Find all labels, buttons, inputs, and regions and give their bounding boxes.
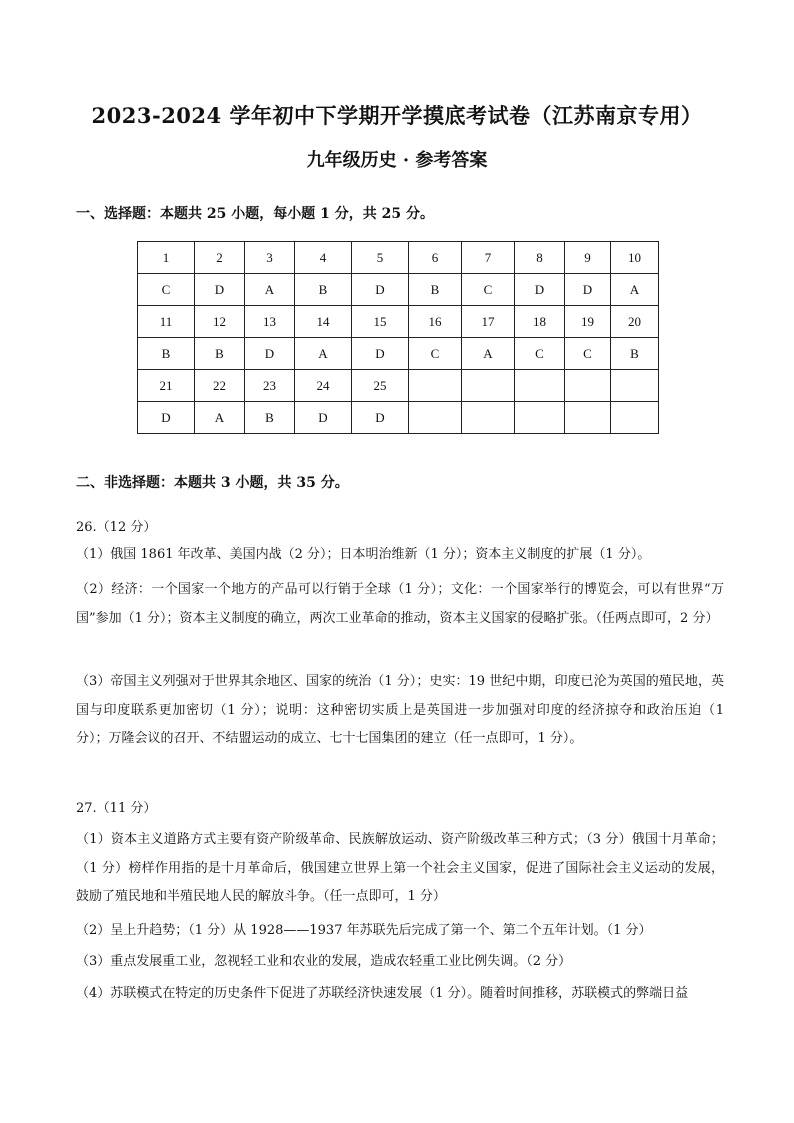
table-cell: 20 xyxy=(611,306,659,338)
question-26-part-2: （2）经济：一个国家一个地方的产品可以行销于全球（1 分）；文化：一个国家举行的博览会，可以有世界“万国”参加（1 分）；资本主义制度的确立，两次工业革命的推动，资本主义国家的侵略扩张。（任两点即可，2 分） xyxy=(76,582,724,626)
table-cell: D xyxy=(245,338,295,370)
table-cell xyxy=(565,402,611,434)
question-27-part-3: （3）重点发展重工业，忽视轻工业和农业的发展，造成农轻重工业比例失调。（2 分） xyxy=(76,954,572,969)
table-cell: 12 xyxy=(195,306,245,338)
table-cell: A xyxy=(195,402,245,434)
question-26-part-1: （1）俄国 1861 年改革、美国内战（2 分）；日本明治维新（1 分）；资本主义制度的扩展（1 分）。 xyxy=(76,547,651,562)
table-row xyxy=(138,370,659,402)
table-row xyxy=(138,306,659,338)
table-cell xyxy=(611,402,659,434)
table-cell: A xyxy=(295,338,352,370)
question-27-part-2: （2）呈上升趋势；（1 分）从 1928——1937 年苏联先后完成了第一个、第二个五年计划。（1 分） xyxy=(76,923,652,938)
table-cell: 15 xyxy=(352,306,409,338)
table-cell: B xyxy=(409,274,462,306)
table-cell: B xyxy=(195,338,245,370)
table-cell: 2 xyxy=(195,242,245,274)
question-27-part-4: （4）苏联模式在特定的历史条件下促进了苏联经济快速发展（1 分）。随着时间推移，苏联模式的弊端日益 xyxy=(76,986,689,1001)
table-cell: 19 xyxy=(565,306,611,338)
table-cell: 13 xyxy=(245,306,295,338)
page-subtitle: 九年级历史 · 参考答案 xyxy=(306,150,488,171)
question-26-part-3: （3）帝国主义列强对于世界其余地区、国家的统治（1 分）；史实：19 世纪中期，印度已沦为英国的殖民地，英国与印度联系更加密切（1 分）；说明：这种密切实质上是英国进一步加强对印度的经济掠夺和政治压迫（1 分）；万隆会议的召开、不结盟运动的成立、七十七国集团的建立（任一点即可，1 分）。 xyxy=(76,674,724,746)
table-cell: 14 xyxy=(295,306,352,338)
table-cell: 11 xyxy=(138,306,195,338)
question-27-label: 27.（11 分） xyxy=(76,801,157,816)
table-cell: B xyxy=(611,338,659,370)
table-row xyxy=(138,274,659,306)
table-cell xyxy=(565,370,611,402)
table-cell xyxy=(515,370,565,402)
table-row xyxy=(138,338,659,370)
section-heading-choice: 一、选择题：本题共 25 小题，每小题 1 分，共 25 分。 xyxy=(76,206,434,222)
table-cell: 1 xyxy=(138,242,195,274)
table-cell: B xyxy=(138,338,195,370)
answer-table xyxy=(137,241,659,434)
table-cell: 25 xyxy=(352,370,409,402)
table-cell: D xyxy=(352,274,409,306)
table-row xyxy=(138,402,659,434)
table-cell: C xyxy=(462,274,515,306)
section-heading-nonchoice: 二、非选择题：本题共 3 小题，共 35 分。 xyxy=(76,475,349,491)
table-cell: D xyxy=(295,402,352,434)
question-27-part-1: （1）资本主义道路方式主要有资产阶级革命、民族解放运动、资产阶级改革三种方式；（3 分）俄国十月革命；（1 分）榜样作用指的是十月革命后，俄国建立世界上第一个社会主义国家，促进了国际社会主义运动的发展，鼓励了殖民地和半殖民地人民的解放斗争。（任一点即可，1 分） xyxy=(76,832,724,904)
table-cell xyxy=(462,402,515,434)
table-cell: D xyxy=(352,338,409,370)
table-cell xyxy=(462,370,515,402)
table-cell: 23 xyxy=(245,370,295,402)
page-title: 2023-2024 学年初中下学期开学摸底考试卷（江苏南京专用） xyxy=(91,103,703,128)
table-cell: 10 xyxy=(611,242,659,274)
table-cell: 5 xyxy=(352,242,409,274)
answer-table-body xyxy=(138,242,659,434)
table-cell: 7 xyxy=(462,242,515,274)
table-cell: D xyxy=(352,402,409,434)
table-cell: 4 xyxy=(295,242,352,274)
table-cell: D xyxy=(515,274,565,306)
table-cell xyxy=(409,370,462,402)
table-row xyxy=(138,242,659,274)
table-cell xyxy=(409,402,462,434)
table-cell: D xyxy=(195,274,245,306)
table-cell: 8 xyxy=(515,242,565,274)
table-cell xyxy=(611,370,659,402)
table-cell: D xyxy=(138,402,195,434)
table-cell: 18 xyxy=(515,306,565,338)
table-cell: 16 xyxy=(409,306,462,338)
table-cell: A xyxy=(245,274,295,306)
table-cell: C xyxy=(565,338,611,370)
table-cell: 17 xyxy=(462,306,515,338)
table-cell: A xyxy=(462,338,515,370)
table-cell: 24 xyxy=(295,370,352,402)
table-cell: 3 xyxy=(245,242,295,274)
table-cell: B xyxy=(245,402,295,434)
table-cell xyxy=(515,402,565,434)
table-cell: A xyxy=(611,274,659,306)
table-cell: 22 xyxy=(195,370,245,402)
question-26-label: 26.（12 分） xyxy=(76,520,157,535)
table-cell: 9 xyxy=(565,242,611,274)
table-cell: 6 xyxy=(409,242,462,274)
table-cell: C xyxy=(138,274,195,306)
table-cell: C xyxy=(409,338,462,370)
table-cell: B xyxy=(295,274,352,306)
table-cell: D xyxy=(565,274,611,306)
table-cell: 21 xyxy=(138,370,195,402)
table-cell: C xyxy=(515,338,565,370)
